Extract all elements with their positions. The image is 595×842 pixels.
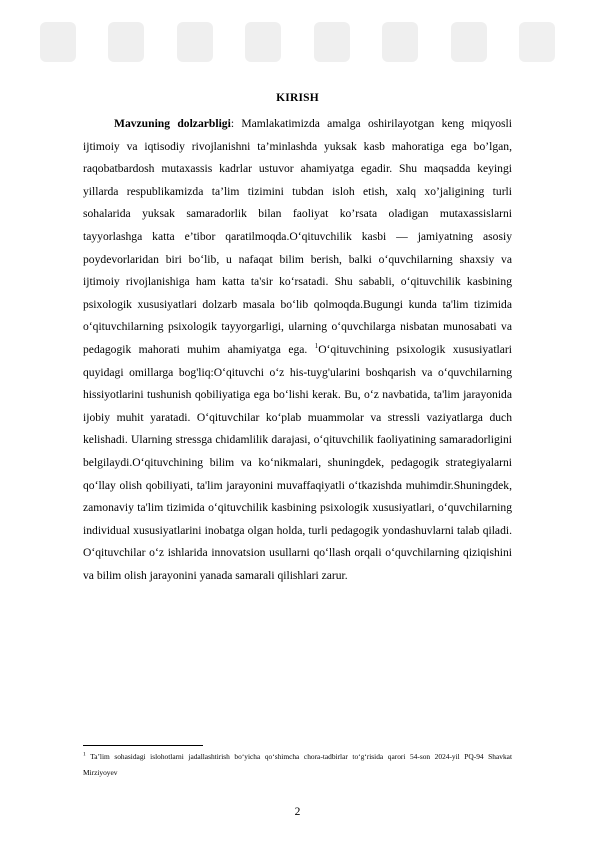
body-paragraph: [83, 113, 512, 587]
section-heading: KIRISH: [276, 92, 319, 104]
paragraph-lead: Mavzuning dolzarbligi: [114, 117, 231, 130]
footnote-text: Ta’lim sohasidagi islohotlarni jadallashtirish bo‘yicha qo‘shimcha chora-tadbirlar to‘g‘risida qarori 54-son 2024-yil PQ-94 Shavkat Mirziyoyev: [83, 752, 512, 777]
footnote-reference[interactable]: 1: [314, 342, 319, 351]
footnote-separator: [83, 745, 203, 746]
paragraph-text-part-2: O‘qituvchining psixologik xususiyatlari quyidagi omillarga bog'liq:O‘qituvchi o‘z his-tuyg'ularini boshqarish va o‘quvchilarning hissiyotlarini tushunish qobiliyatiga ega bo‘lishi kerak. Bu, o‘z navbatida, ta'lim jarayonida ijobiy muhit yaratadi. O‘qituvchilar ko‘plab muammolar va stressli vaziyatlarga duch kelishadi. Ularning stressga chidamlilik darajasi, o‘qituvchilik faoliyatining samaradorligini belgilaydi.O‘qituvchining bilim va ko‘nikmalari, shuningdek, pedagogik strategiyalarni qo‘llay olish qobiliyati, ta'lim jarayonini muvaffaqiyatli o‘tkazishda muhimdir.Shuningdek, zamonaviy ta'lim tizimida o‘qituvchilik kasbining psixologik xususiyatlari, o‘quvchilarning individual xususiyatlarini inobatga olgan holda, turli pedagogik yondashuvlarni talab qiladi. O‘qituvchilar o‘z ishlarida innovatsion usullarni qo‘llash orqali o‘quvchilarning qiziqishini va bilim olish jarayonini yanada samarali qilishlari zarur.: [83, 342, 512, 582]
page-number: 2: [294, 806, 301, 818]
footnote: [83, 749, 512, 781]
footnote-marker: 1: [83, 751, 86, 758]
faint-watermark-band: [40, 12, 555, 72]
paragraph-text-part-1: : Mamlakatimizda amalga oshirilayotgan keng miqyosli ijtimoiy va iqtisodiy rivojlanishni ta’minlashda yuksak kasb mahoratiga ega bo’lgan, raqobatbardosh mutaxassis kadrlar ustuvor ahamiyatga egadir. Shu maqsadda keyingi yillarda respublikamizda ta’lim tizimini tubdan isloh etish, xalq xo’jaligining turli sohalarida yuksak samaradorlik bilan faoliyat ko’rsata oladigan mutaxassislarni tayyorlashga katta e’tibor qaratilmoqda.O‘qituvchilik kasbi — jamiyatning asosiy poydevorlaridan biri bo‘lib, u nafaqat bilim berish, balki o‘quvchilarning shaxsiy va ijtimoiy rivojlanishiga ham katta ta'sir ko‘rsatadi. Shu sababli, o‘qituvchilik kasbining psixologik xususiyatlari dolzarb masala bo‘lib qolmoqda.Bugungi kunda ta'lim tizimida o‘qituvchilarning psixologik tayyorgarligi, ularning o‘quvchilarga nisbatan munosabati va pedagogik mahorati muhim ahamiyatga ega.: [83, 117, 512, 356]
